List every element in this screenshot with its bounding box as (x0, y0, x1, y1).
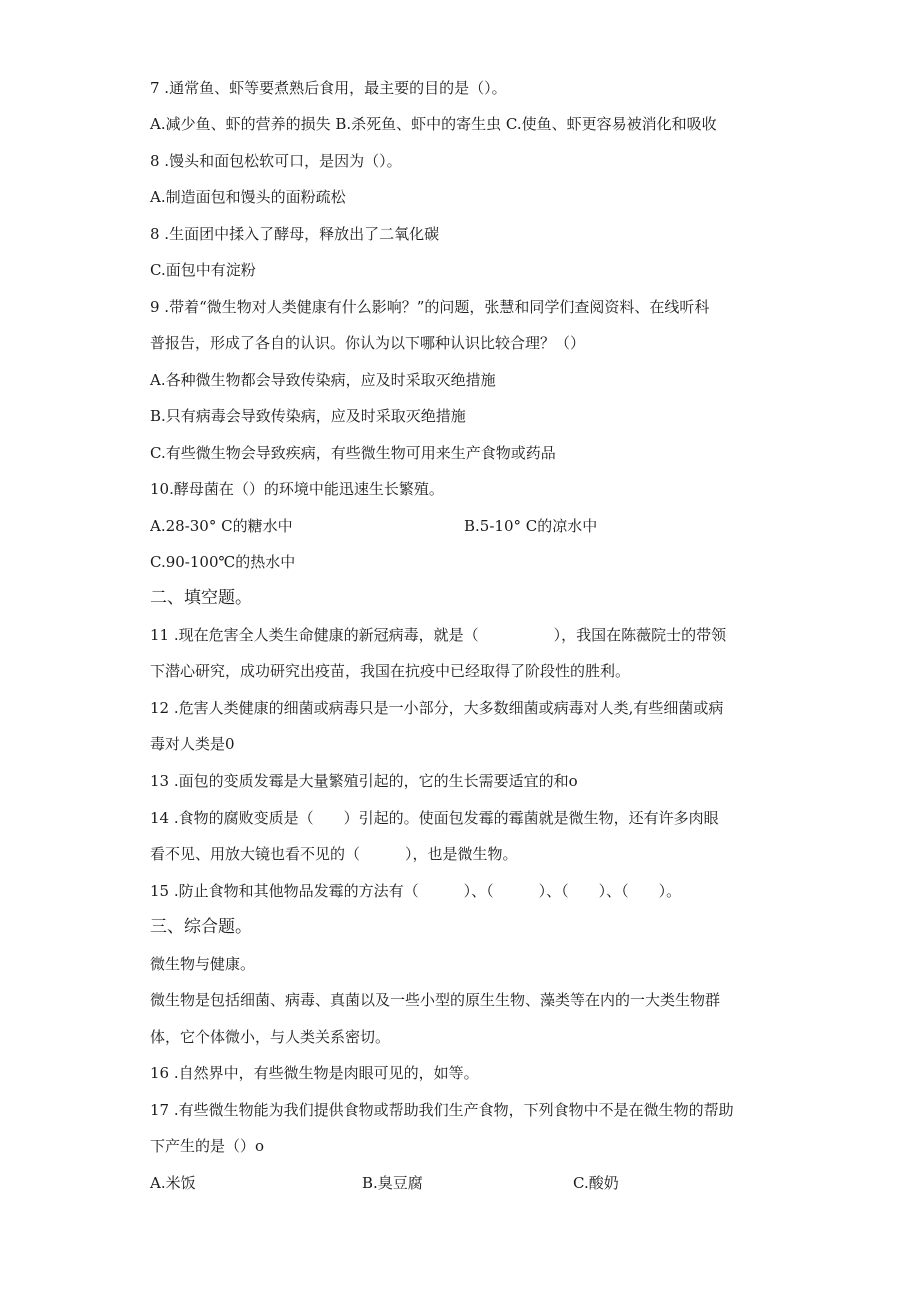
question-14-line-2: 看不见、用放大镜也看不见的（ ），也是微生物。 (150, 845, 518, 863)
question-8-option-b: 8 .生面团中揉入了酵母，释放出了二氧化碳 (150, 225, 440, 243)
question-7: 7 .通常鱼、虾等要煮熟后食用，最主要的目的是（）。 (150, 79, 507, 97)
question-9-option-c: C.有些微生物会导致疾病，有些微生物可用来生产食物或药品 (150, 444, 556, 462)
question-11-line-2: 下潜心研究，成功研究出疫苗，我国在抗疫中已经取得了阶段性的胜利。 (150, 662, 631, 680)
question-17-option-c: C.酸奶 (573, 1174, 619, 1192)
question-13: 13 .面包的变质发霉是大量繁殖引起的，它的生长需要适宜的和o (150, 772, 578, 790)
question-12-line-1: 12 .危害人类健康的细菌或病毒只是一小部分，大多数细菌或病毒对人类,有些细菌或病 (150, 699, 724, 717)
question-10-option-b: B.5-10° C的凉水中 (464, 517, 598, 535)
question-9-line-2: 普报告，形成了各自的认识。你认为以下哪种认识比较合理？（） (150, 334, 586, 352)
question-9-line-1: 9 .带着“微生物对人类健康有什么影响？”的问题，张慧和同学们查阅资料、在线听科 (150, 298, 710, 316)
question-8-option-a: A.制造面包和馒头的面粉疏松 (150, 188, 346, 206)
question-17-option-a: A.米饭 (150, 1174, 196, 1192)
question-16: 16 .自然界中，有些微生物是肉眼可见的，如等。 (150, 1064, 479, 1082)
section-2-heading: 二、填空题。 (150, 588, 252, 608)
question-10-option-c: C.90-100℃的热水中 (150, 553, 296, 571)
question-10-option-a: A.28-30° C的糖水中 (150, 517, 293, 535)
section-3-heading: 三、综合题。 (150, 917, 252, 937)
question-9-option-b: B.只有病毒会导致传染病，应及时采取灭绝措施 (150, 407, 466, 425)
question-12-line-2: 毒对人类是0 (150, 735, 235, 753)
question-17-line-2: 下产生的是（）o (150, 1137, 265, 1155)
question-15: 15 .防止食物和其他物品发霉的方法有（ ）、（ ）、（ ）、（ ）。 (150, 882, 682, 900)
question-14-line-1: 14 .食物的腐败变质是（ ）引起的。使面包发霉的霉菌就是微生物，还有许多肉眼 (150, 809, 719, 827)
question-8: 8 .馒头和面包松软可口，是因为（）。 (150, 152, 402, 170)
question-17-option-b: B.臭豆腐 (362, 1174, 423, 1192)
question-8-option-c: C.面包中有淀粉 (150, 261, 256, 279)
question-17-line-1: 17 .有些微生物能为我们提供食物或帮助我们生产食物，下列食物中不是在微生物的帮助 (150, 1101, 734, 1119)
question-7-options: A.减少鱼、虾的营养的损失 B.杀死鱼、虾中的寄生虫 C.使鱼、虾更容易被消化和吸收 (150, 115, 717, 133)
question-10: 10.酵母菌在（）的环境中能迅速生长繁殖。 (150, 480, 444, 498)
intro-paragraph-line-2: 体，它个体微小，与人类关系密切。 (150, 1028, 391, 1046)
question-11-line-1: 11 .现在危害全人类生命健康的新冠病毒，就是（ ），我国在陈薇院士的带领 (150, 626, 727, 644)
question-9-option-a: A.各种微生物都会导致传染病，应及时采取灭绝措施 (150, 371, 496, 389)
intro-paragraph-line-1: 微生物是包括细菌、病毒、真菌以及一些小型的原生生物、藻类等在内的一大类生物群 (150, 991, 721, 1009)
topic-title: 微生物与健康。 (150, 955, 256, 973)
